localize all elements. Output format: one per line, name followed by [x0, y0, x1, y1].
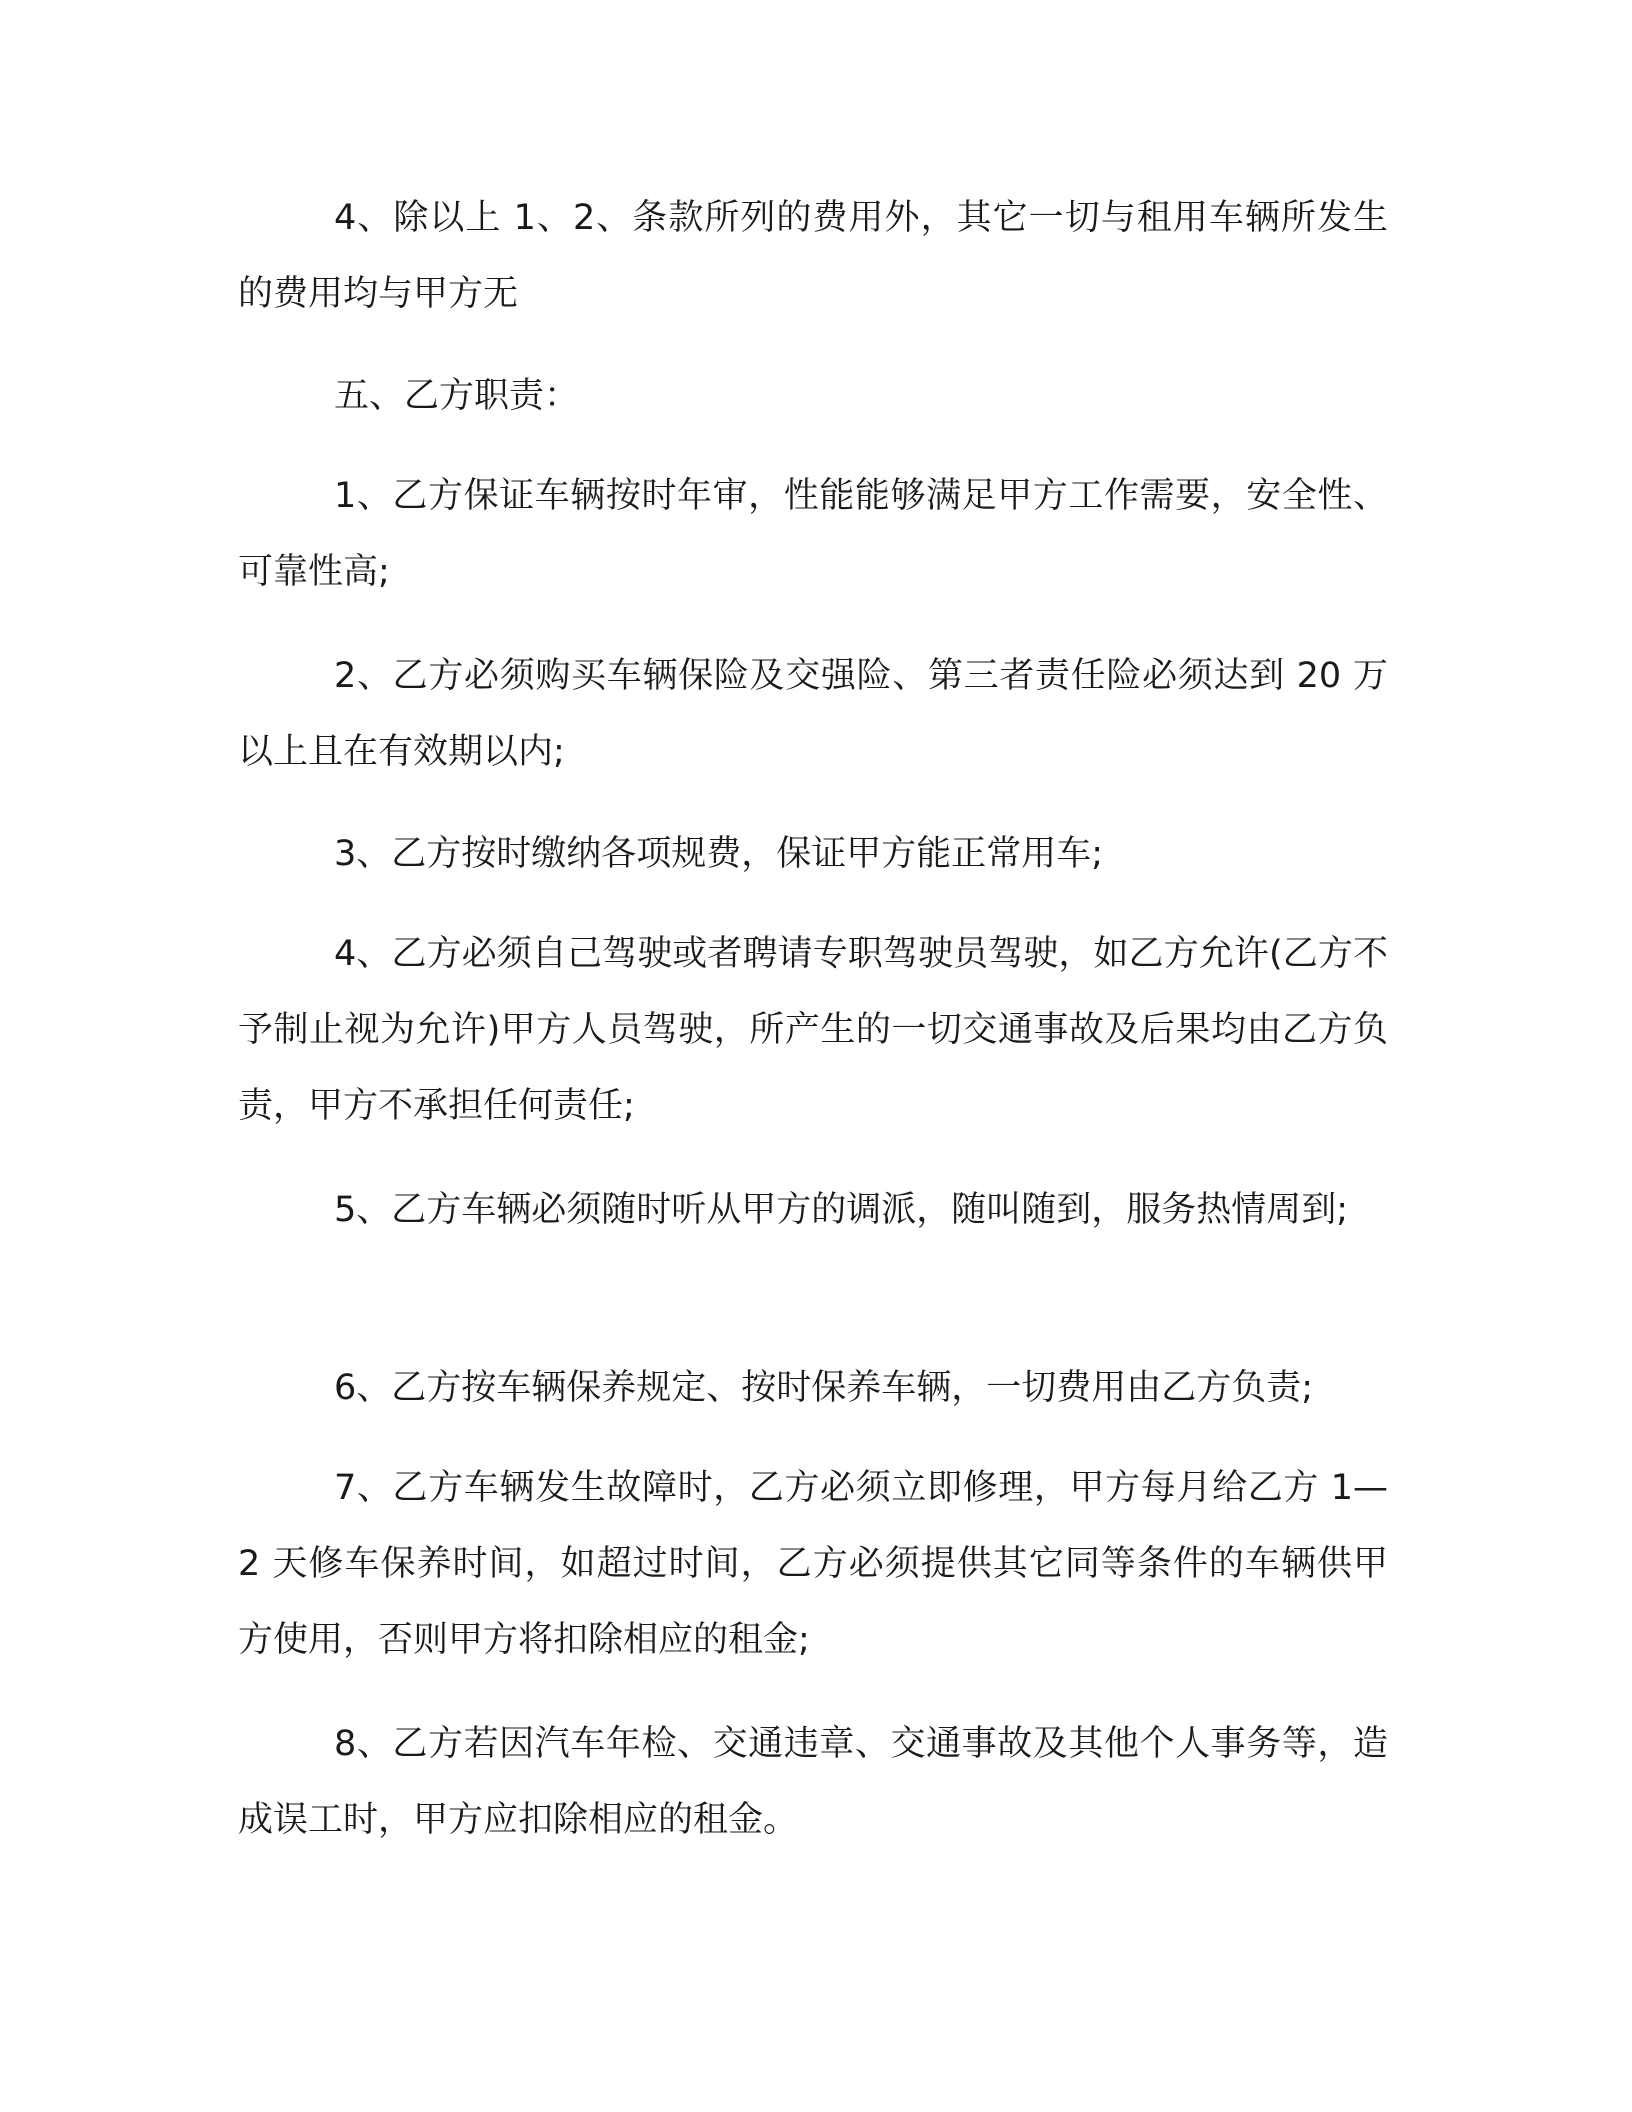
paragraph-duty-7: 7、乙方车辆发生故障时，乙方必须立即修理，甲方每月给乙方 1—2 天修车保养时间，如超过时间，乙方必须提供其它同等条件的车辆供甲方使用，否则甲方将扣除相应的租金; [238, 1468, 1388, 1660]
paragraph-duty-4: 4、乙方必须自己驾驶或者聘请专职驾驶员驾驶，如乙方允许(乙方不予制止视为允许)甲方人员驾驶，所产生的一切交通事故及后果均由乙方负责，甲方不承担任何责任; [238, 934, 1388, 1126]
section-heading-party-b-duties: 五、乙方职责： [334, 376, 580, 416]
paragraph-fee-clause-4: 4、除以上 1、2、条款所列的费用外，其它一切与租用车辆所发生的费用均与甲方无 [238, 198, 1388, 314]
paragraph-duty-3: 3、乙方按时缴纳各项规费，保证甲方能正常用车; [334, 834, 1104, 874]
paragraph-duty-1: 1、乙方保证车辆按时年审，性能能够满足甲方工作需要，安全性、可靠性高; [238, 476, 1388, 592]
paragraph-duty-5: 5、乙方车辆必须随时听从甲方的调派，随叫随到，服务热情周到; [334, 1190, 1349, 1230]
paragraph-duty-8: 8、乙方若因汽车年检、交通违章、交通事故及其他个人事务等，造成误工时，甲方应扣除相应的租金。 [238, 1724, 1388, 1840]
paragraph-duty-2: 2、乙方必须购买车辆保险及交强险、第三者责任险必须达到 20 万以上且在有效期以内; [238, 656, 1388, 772]
paragraph-duty-6: 6、乙方按车辆保养规定、按时保养车辆，一切费用由乙方负责; [334, 1368, 1314, 1408]
